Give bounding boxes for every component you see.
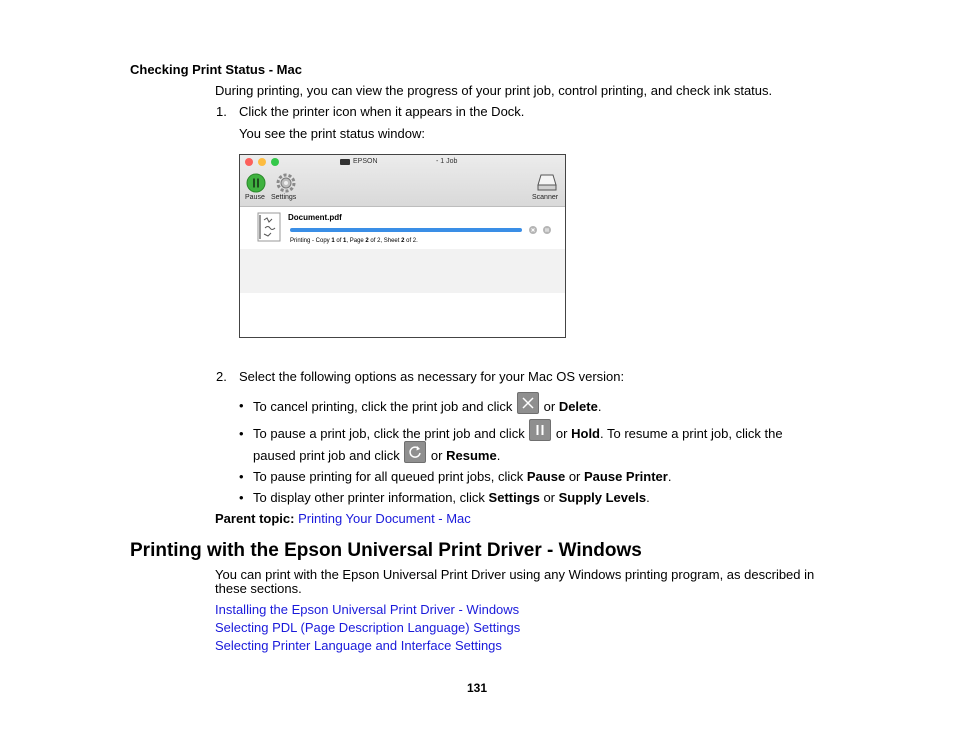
settings-label: Settings	[271, 194, 297, 201]
print-status-window	[239, 154, 566, 338]
intro-paragraph: During printing, you can view the progress of your print job, control printing, and check ink status.	[215, 83, 773, 98]
job-status-text: Printing - Copy 1 of 1, Page 2 of 2, Sheet 2 of 2.	[290, 238, 418, 244]
para-2-line-1: You can print with the Epson Universal Print Driver using any Windows printing program, as described in	[215, 567, 815, 582]
printer-small-icon	[340, 159, 350, 165]
hold-job-button[interactable]	[543, 226, 551, 234]
step-1-text: Click the printer icon when it appears in the Dock.	[239, 104, 525, 119]
scanner-label: Scanner	[532, 194, 559, 201]
parent-topic	[215, 511, 471, 526]
link-printer-language[interactable]: Selecting Printer Language and Interface Settings	[215, 638, 502, 653]
step-1-number: 1.	[216, 104, 227, 119]
document-thumbnail-icon	[257, 212, 281, 242]
pause-icon	[246, 173, 266, 193]
bullet-other-info: To display other printer information, click Settings or Supply Levels.	[253, 490, 650, 505]
cancel-job-icon	[517, 392, 539, 414]
step-1-subtext: You see the print status window:	[239, 126, 425, 141]
gear-icon	[276, 173, 296, 193]
link-install-driver[interactable]: Installing the Epson Universal Print Driver - Windows	[215, 602, 520, 617]
section-heading-2: Printing with the Epson Universal Print Driver - Windows	[130, 540, 642, 561]
bullet-pause-job-line2: paused print job and click or Resume.	[253, 441, 500, 469]
close-icon	[529, 226, 537, 234]
bullet-marker: •	[239, 398, 244, 413]
step-2-text: Select the following options as necessary for your Mac OS version:	[239, 369, 625, 384]
window-toolbar	[240, 155, 565, 207]
page-number: 131	[467, 681, 488, 695]
bullet-marker: •	[239, 426, 244, 441]
link-pdl-settings[interactable]: Selecting PDL (Page Description Language) Settings	[215, 620, 521, 635]
scanner-icon	[536, 173, 558, 193]
bullet-pause-all: To pause printing for all queued print jobs, click Pause or Pause Printer.	[253, 469, 672, 484]
minimize-window-button[interactable]	[258, 158, 266, 166]
bullet-pause-job: To pause a print job, click the print job and click or Hold. To resume a print job, click the	[253, 419, 783, 447]
bullet-cancel: To cancel printing, click the print job and click or Delete.	[253, 392, 601, 420]
job-filename: Document.pdf	[288, 213, 342, 222]
job-progress-bar	[290, 228, 522, 232]
para-2-line-2: these sections.	[215, 581, 302, 596]
parent-topic-link[interactable]: Printing Your Document - Mac	[298, 511, 471, 526]
bullet-marker: •	[239, 469, 244, 484]
step-2-number: 2.	[216, 369, 227, 384]
pause-label: Pause	[245, 194, 265, 201]
window-title-printer: EPSON	[353, 158, 378, 165]
hold-job-icon	[529, 419, 551, 441]
empty-job-row	[240, 249, 565, 293]
zoom-window-button[interactable]	[271, 158, 279, 166]
bullet-marker: •	[239, 490, 244, 505]
delete-job-button[interactable]	[529, 226, 537, 234]
window-title-jobs: - 1 Job	[436, 158, 458, 165]
close-window-button[interactable]	[245, 158, 253, 166]
parent-topic-label: Parent topic:	[215, 511, 295, 526]
pause-small-icon	[543, 226, 551, 234]
section-heading: Checking Print Status - Mac	[130, 62, 302, 77]
resume-job-icon	[404, 441, 426, 463]
